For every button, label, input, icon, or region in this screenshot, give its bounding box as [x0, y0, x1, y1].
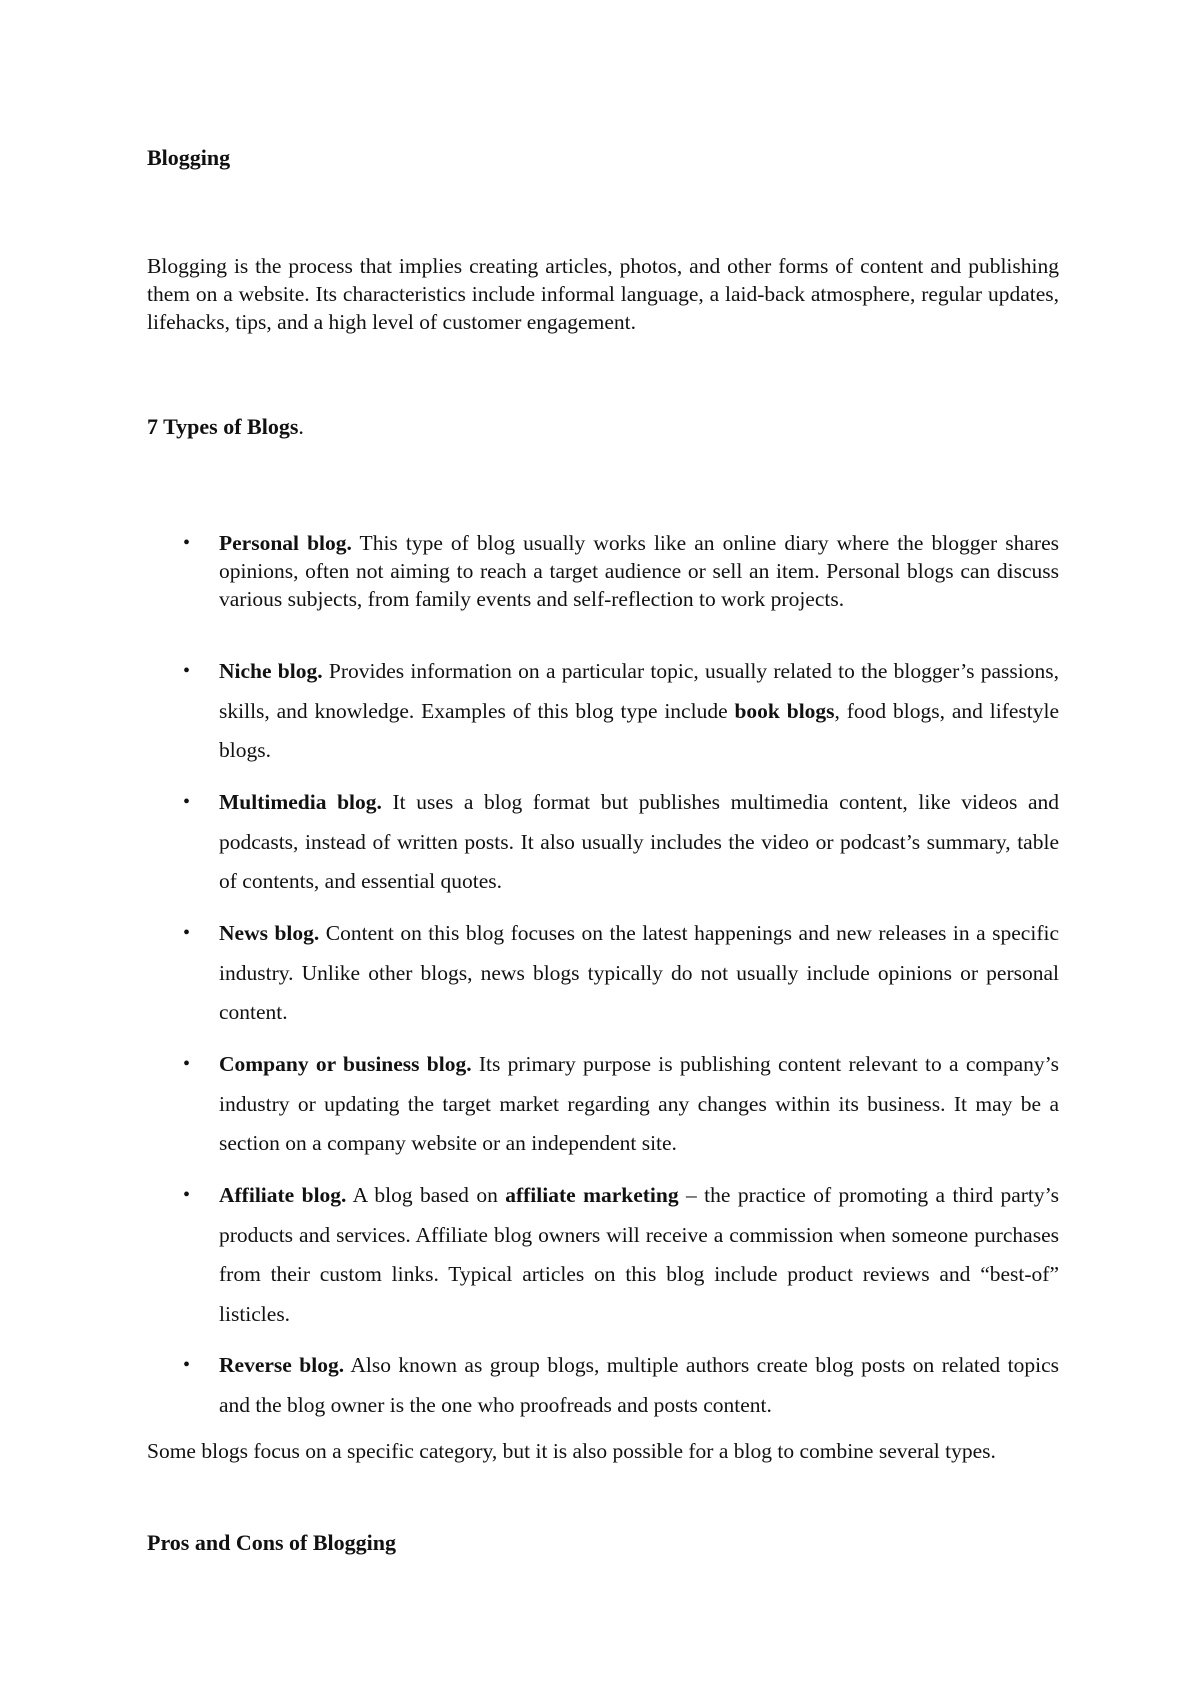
list-item-term: Niche blog. [219, 659, 323, 683]
list-item-text: , food blogs, and lifestyle blogs. [219, 698, 1059, 762]
list-item-text: Content on this blog focuses on the latest happenings and new releases in a specific industry. Unlike other blogs, news blogs typically do not usually include opinions or personal content. [219, 921, 1059, 1024]
list-item-term: Multimedia blog. [219, 790, 382, 814]
list-item-niche-blog [183, 652, 1059, 771]
bullet-icon: • [183, 532, 191, 554]
list-item-company-blog [183, 1045, 1059, 1164]
document-title: Blogging [147, 145, 231, 170]
list-item-term: Affiliate blog. [219, 1183, 347, 1207]
list-item-inline-bold: book blogs [734, 698, 835, 723]
list-item-term: Personal blog. [219, 531, 352, 555]
list-item-text: This type of blog usually works like an online diary where the blogger shares opinions, often not aiming to reach a target audience or sell an item. Personal blogs can discuss various subjects, from family events and self-reflection to work projects. [219, 531, 1059, 611]
list-item-news-blog [183, 914, 1059, 1033]
bullet-icon: • [183, 791, 191, 813]
list-item-text: It uses a blog format but publishes multimedia content, like videos and podcasts, instead of written posts. It also usually includes the video or podcast’s summary, table of contents, and essential quotes. [219, 790, 1060, 893]
closing-paragraph: Some blogs focus on a specific category, but it is also possible for a blog to combine several types. [147, 1439, 996, 1463]
list-item-inline-bold: affiliate marketing [505, 1183, 679, 1207]
list-item-reverse-blog [183, 1346, 1059, 1425]
list-item-term: Reverse blog. [219, 1353, 345, 1377]
bullet-icon: • [183, 1354, 191, 1376]
bullet-icon: • [183, 922, 191, 944]
list-item-term: News blog. [219, 921, 320, 945]
list-item-text: Provides information on a particular topic, usually related to the blogger’s passions, skills, and knowledge. Examples of this blog type include [219, 659, 1059, 723]
pros-cons-heading: Pros and Cons of Blogging [147, 1530, 396, 1555]
bullet-icon: • [183, 1053, 191, 1075]
list-item-text: A blog based on [346, 1183, 506, 1207]
types-heading-text: 7 Types of Blogs [147, 414, 299, 439]
types-heading [147, 414, 304, 440]
list-item-text: Its primary purpose is publishing content relevant to a company’s industry or updating the target market regarding any changes within its business. It may be a section on a company website or an independent site. [219, 1052, 1059, 1155]
types-heading-suffix: . [298, 414, 304, 439]
bullet-icon: • [183, 1184, 191, 1206]
list-item-text: – the practice of promoting a third party’s products and services. Affiliate blog owners will receive a commission when someone purchases from their custom links. Typical articles on this blog include product reviews and “best-of” listicles. [219, 1183, 1059, 1326]
intro-paragraph: Blogging is the process that implies creating articles, photos, and other forms of content and publishing them on a website. Its characteristics include informal language, a laid-back atmosphere, regular updates, lifehacks, tips, and a high level of customer engagement. [147, 254, 1059, 334]
list-item-text: Also known as group blogs, multiple authors create blog posts on related topics and the blog owner is the one who proofreads and posts content. [219, 1353, 1059, 1417]
bullet-icon: • [183, 660, 191, 682]
list-item-personal-blog [183, 529, 1059, 613]
list-item-multimedia-blog [183, 783, 1060, 902]
list-item-affiliate-blog [183, 1176, 1059, 1334]
list-item-term: Company or business blog. [219, 1052, 472, 1076]
